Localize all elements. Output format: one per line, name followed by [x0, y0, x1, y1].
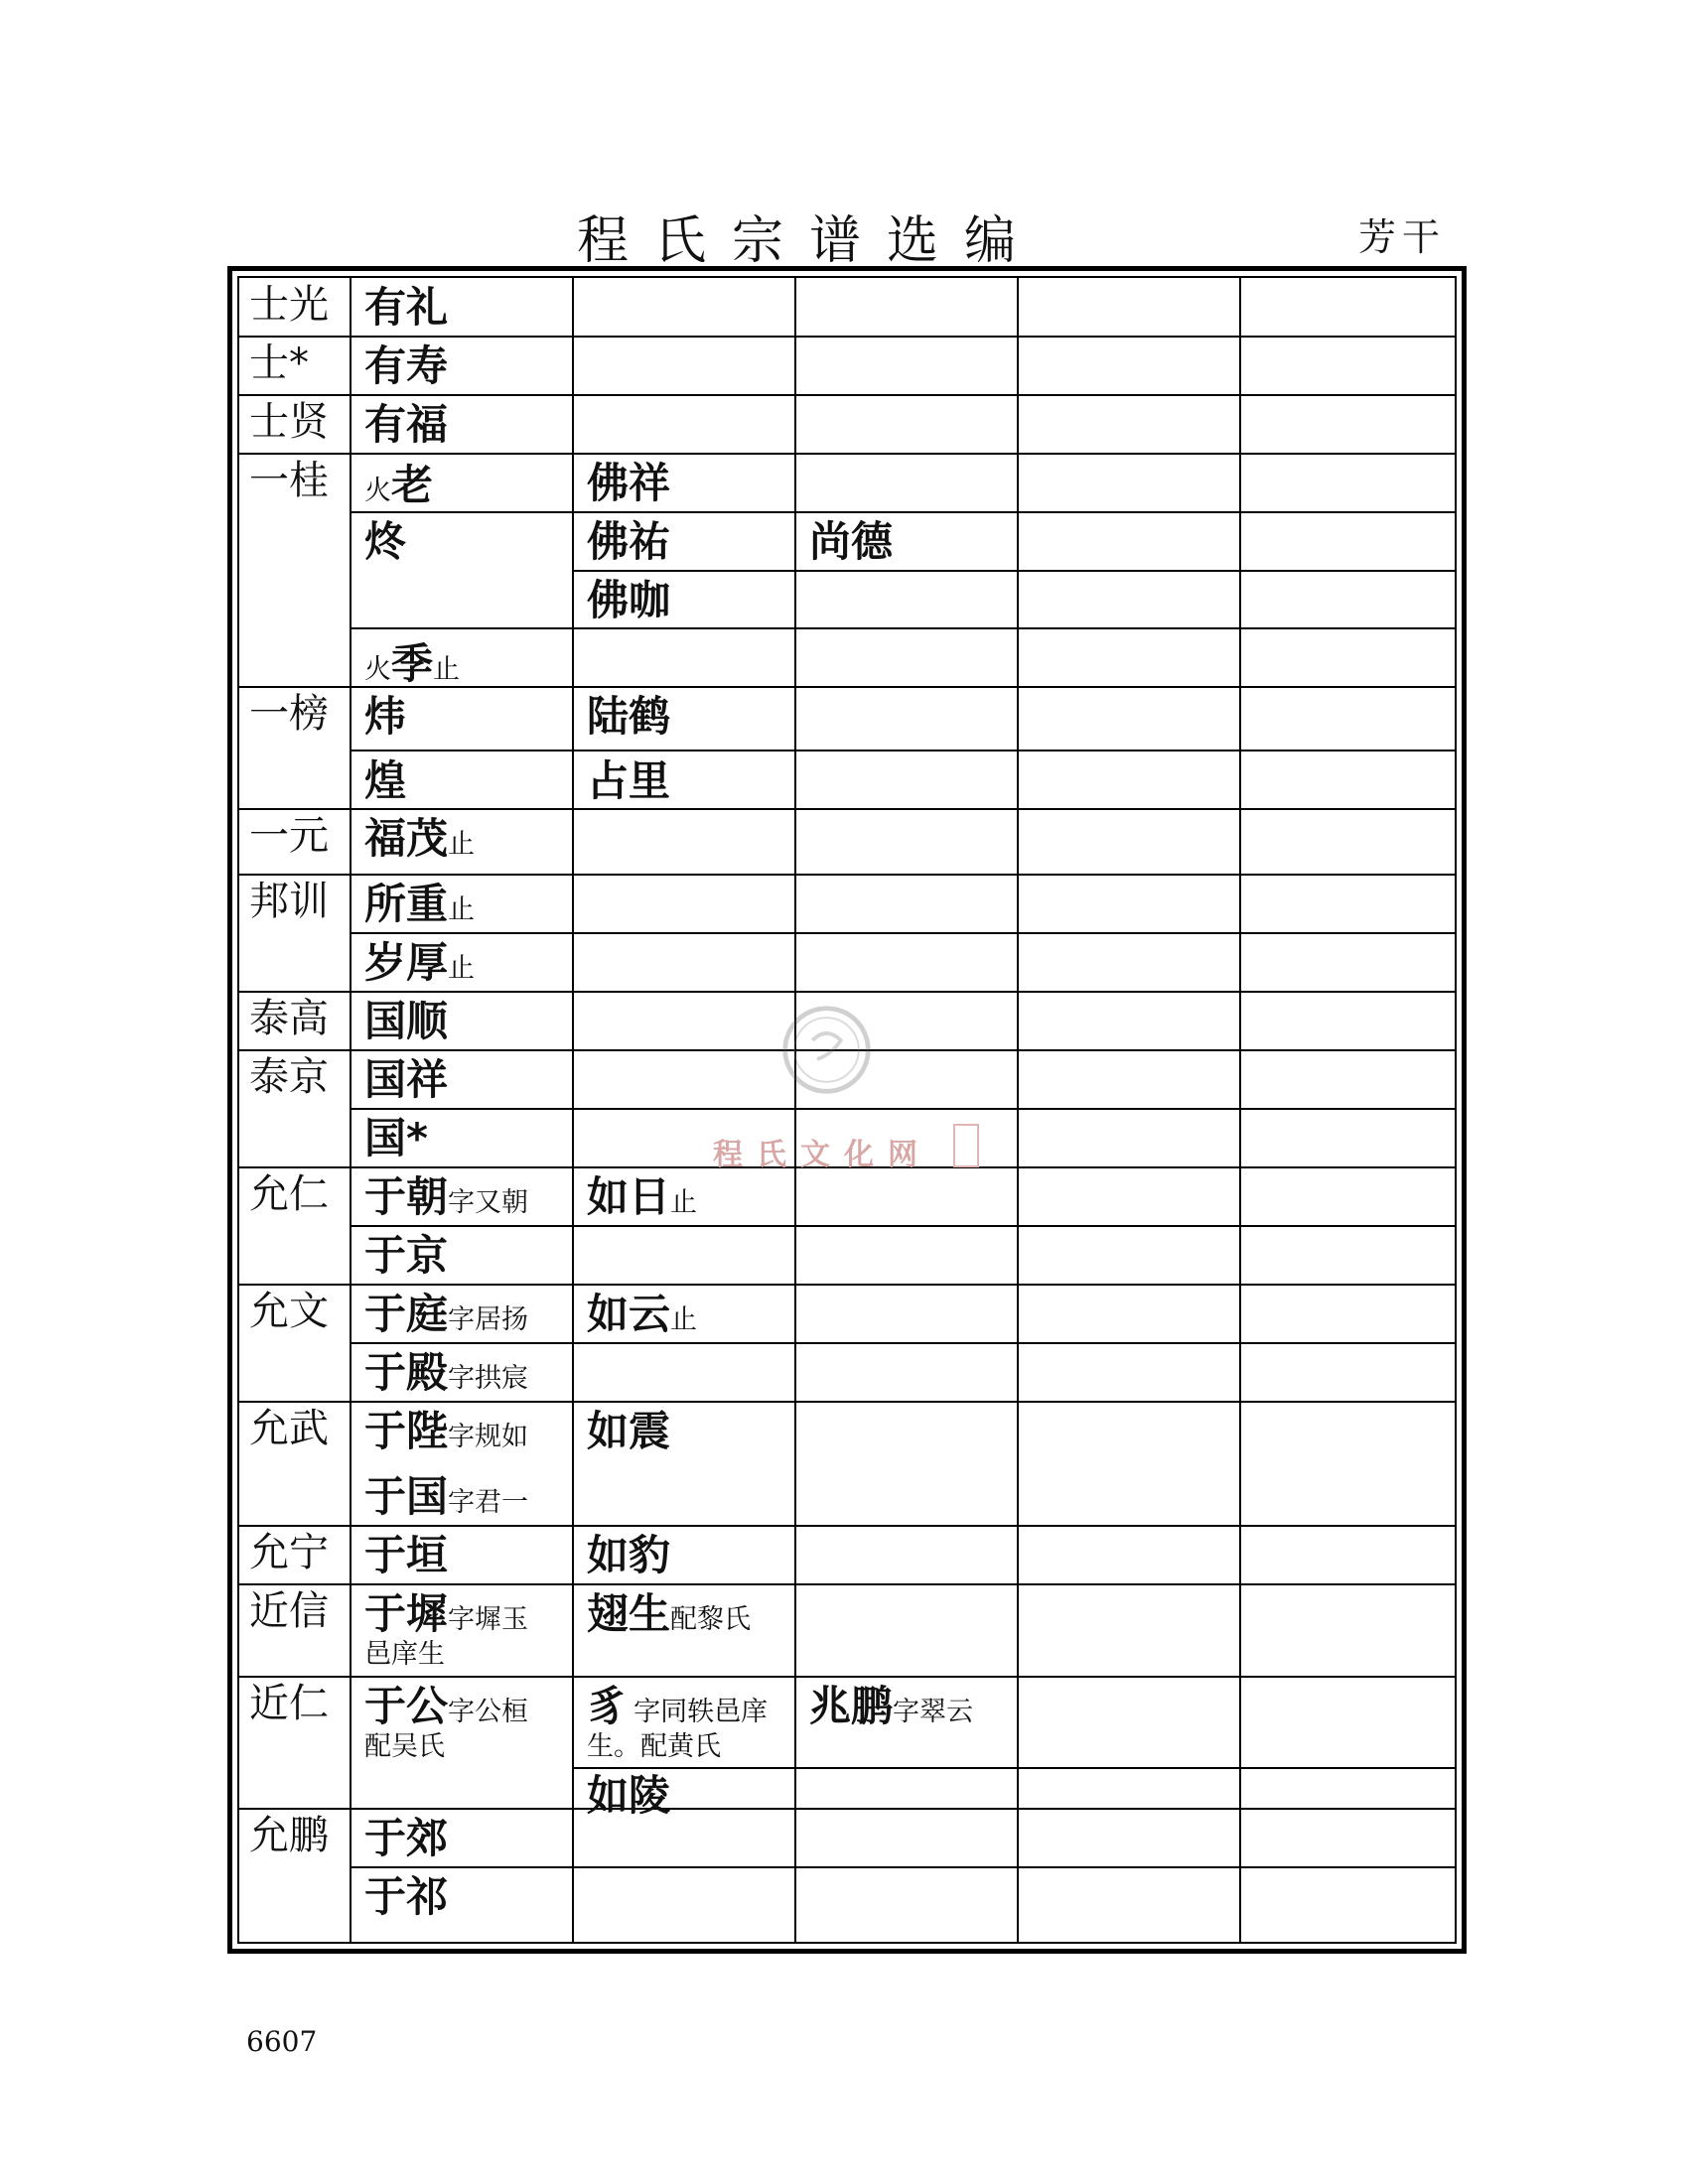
gen1-name: 士* [249, 341, 309, 386]
gen2-name: 于公字公桓 [364, 1682, 529, 1730]
gen1-name: 允武 [249, 1406, 329, 1451]
gen1-name: 泰高 [249, 996, 329, 1041]
gen2-name: 炜 [364, 692, 407, 741]
gen3-name: 如日止 [587, 1172, 698, 1221]
gen1-name: 允鹏 [249, 1813, 329, 1858]
gen3-name: 佛祥 [587, 459, 671, 507]
gen2-name: 于祁 [364, 1872, 449, 1921]
gen3-name: 如云止 [587, 1290, 698, 1338]
gen3-name: 占里 [587, 756, 671, 805]
gen1-name: 一桂 [249, 458, 329, 503]
gen2-name: 有福 [364, 400, 449, 449]
gen3-name: 如陵 [587, 1771, 671, 1820]
gen2-name: 于墀字墀玉 [364, 1589, 529, 1638]
gen2-name: 火季止 [364, 639, 461, 688]
gen2-name: 火老 [364, 461, 434, 509]
gen3-name: 翅生配黎氏 [587, 1589, 752, 1638]
gen1-name: 近信 [249, 1588, 329, 1634]
gen1-name: 士贤 [249, 399, 329, 445]
gen2-note: 配吴氏 [364, 1731, 445, 1762]
gen1-name: 邦训 [249, 879, 329, 924]
gen2-name: 煌 [364, 756, 407, 805]
gen3-name: 如豹 [587, 1531, 671, 1579]
gen2-name: 炵 [364, 517, 407, 566]
gen2-name: 于国字君一 [364, 1472, 529, 1521]
gen1-name: 士光 [249, 282, 329, 328]
page-number: 6607 [246, 2025, 318, 2058]
gen2-name: 于殿字拱宸 [364, 1348, 529, 1397]
gen2-name: 福茂止 [364, 814, 476, 863]
gen1-name: 允宁 [249, 1530, 329, 1575]
gen2-name: 于郊 [364, 1814, 449, 1862]
gen1-name: 允文 [249, 1289, 329, 1334]
gen3-name: 如震 [587, 1407, 671, 1455]
branch-label: 芳干 [1358, 215, 1447, 259]
gen1-name: 一榜 [249, 691, 329, 737]
gen3-name: 佛祐 [587, 517, 671, 566]
gen2-name: 于朝字又朝 [364, 1172, 529, 1221]
gen1-name: 近仁 [249, 1681, 329, 1726]
gen2-note: 邑庠生 [364, 1639, 445, 1670]
gen1-name: 允仁 [249, 1171, 329, 1217]
gen4-name: 尚德 [809, 517, 894, 566]
gen3-name: 佛咖 [587, 576, 671, 624]
gen2-name: 有礼 [364, 283, 449, 332]
genealogy-table [237, 276, 1457, 1944]
gen3-name: 豸 字同轶邑庠 [587, 1682, 769, 1730]
gen3-name: 陆鹤 [587, 692, 671, 741]
gen2-name: 国顺 [364, 997, 449, 1045]
gen2-name: 国祥 [364, 1055, 449, 1104]
gen2-name: 于庭字居扬 [364, 1290, 529, 1338]
gen4-name: 兆鹏字翠云 [809, 1682, 974, 1730]
gen1-name: 一元 [249, 813, 329, 859]
gen2-name: 于京 [364, 1231, 449, 1280]
gen3-note: 生。配黄氏 [587, 1731, 721, 1762]
gen2-name: 岁厚止 [364, 938, 476, 987]
gen2-name: 国* [364, 1114, 428, 1162]
genealogy-table-frame [227, 266, 1467, 1954]
page-title: 程氏宗谱选编 [576, 211, 1042, 271]
watermark-seal-icon [779, 1003, 874, 1097]
watermark-stamp [953, 1124, 979, 1167]
gen2-name: 有寿 [364, 341, 449, 390]
watermark-text: 程氏文化网 [713, 1138, 931, 1172]
gen2-name: 于陛字规如 [364, 1407, 529, 1455]
gen1-name: 泰京 [249, 1054, 329, 1100]
gen2-name: 于垣 [364, 1531, 449, 1579]
gen2-name: 所重止 [364, 880, 476, 928]
